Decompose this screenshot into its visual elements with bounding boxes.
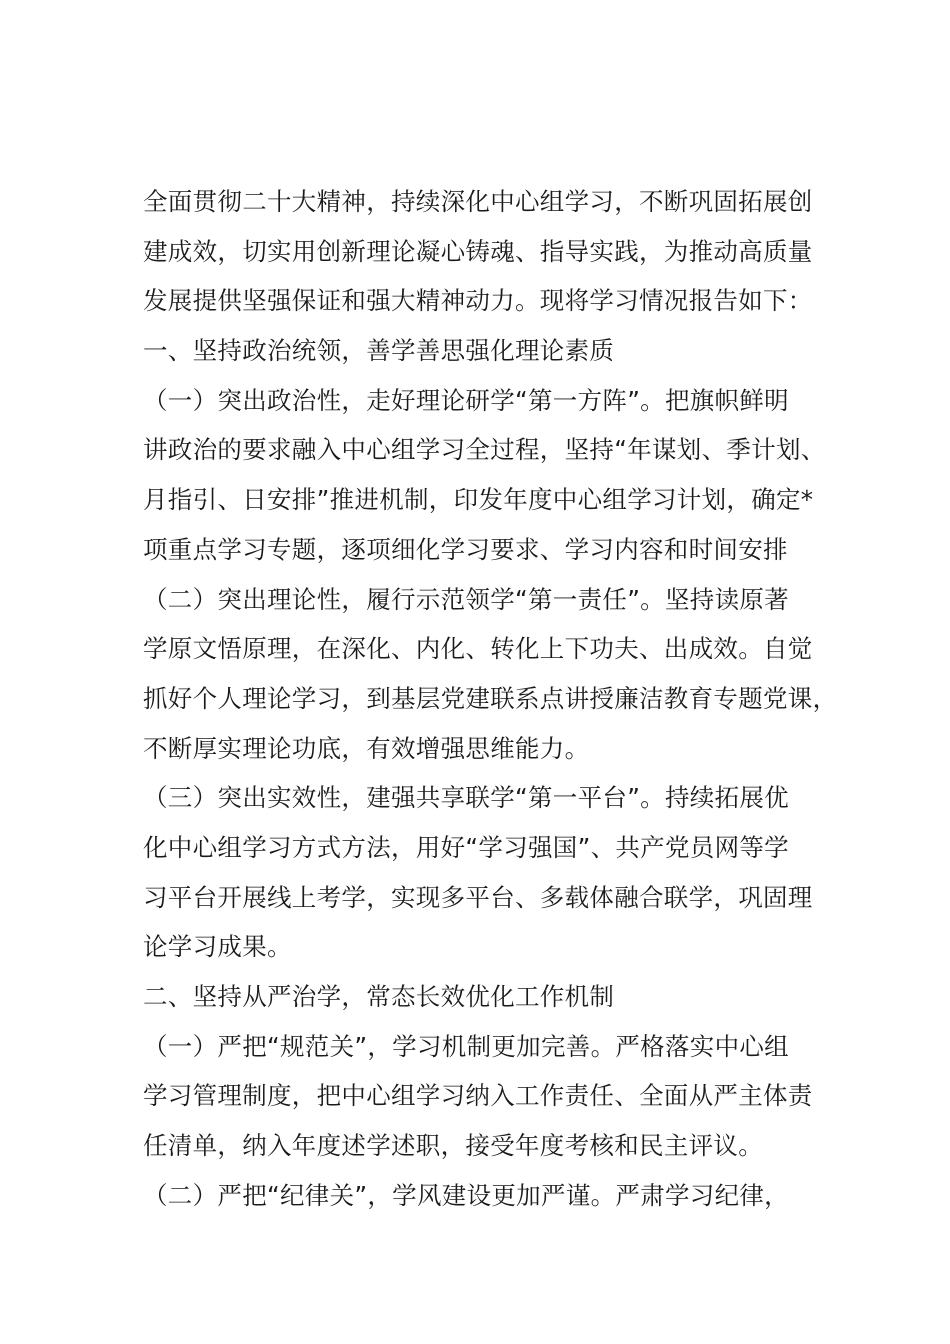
- body-text-line: 发展提供坚强保证和强大精神动力。现将学习情况报告如下：: [143, 286, 813, 316]
- section-heading: 二、坚持从严治学，常态长效优化工作机制: [143, 982, 615, 1011]
- section-heading: 一、坚持政治统领，善学善思强化理论素质: [143, 336, 615, 366]
- body-text-line: 习平台开展线上考学，实现多平台、多载体融合联学，巩固理: [143, 882, 813, 912]
- body-text-line: （二）突出理论性，履行示范领学“第一责任”。坚持读原著: [143, 584, 789, 614]
- body-text-line: 项重点学习专题，逐项细化学习要求、学习内容和时间安排: [143, 534, 788, 564]
- body-text-line: 讲政治的要求融入中心组学习全过程，坚持“年谋划、季计划、: [143, 435, 826, 465]
- body-text-line: 化中心组学习方式方法，用好“学习强国”、共产党员网等学: [143, 832, 789, 862]
- body-text-line: （一）严把“规范关”，学习机制更加完善。严格落实中心组: [143, 1031, 789, 1061]
- body-text-line: 论学习成果。: [143, 932, 292, 962]
- body-text-line: 全面贯彻二十大精神，持续深化中心组学习，不断巩固拓展创: [143, 187, 813, 216]
- body-text-line: 建成效，切实用创新理论凝心铸魂、指导实践，为推动高质量: [143, 236, 813, 266]
- body-text-line: 学原文悟原理，在深化、内化、转化上下功夫、出成效。自觉: [143, 634, 813, 664]
- body-text-line: 学习管理制度，把中心组学习纳入工作责任、全面从严主体责: [143, 1081, 813, 1111]
- document-body: [143, 177, 838, 1220]
- body-text-line: （一）突出政治性，走好理论研学“第一方阵”。把旗帜鲜明: [143, 385, 789, 415]
- body-text-line: 抓好个人理论学习，到基层党建联系点讲授廉洁教育专题党课，: [143, 683, 838, 713]
- body-text-line: （二）严把“纪律关”，学风建设更加严谨。严肃学习纪律，: [143, 1180, 789, 1210]
- body-text-line: （三）突出实效性，建强共享联学“第一平台”。持续拓展优: [143, 783, 789, 813]
- body-text-line: 任清单，纳入年度述学述职，接受年度考核和民主评议。: [143, 1131, 763, 1161]
- body-text-line: 月指引、日安排”推进机制，印发年度中心组学习计划，确定*: [143, 485, 814, 515]
- body-text-line: 不断厚实理论功底，有效增强思维能力。: [143, 733, 590, 763]
